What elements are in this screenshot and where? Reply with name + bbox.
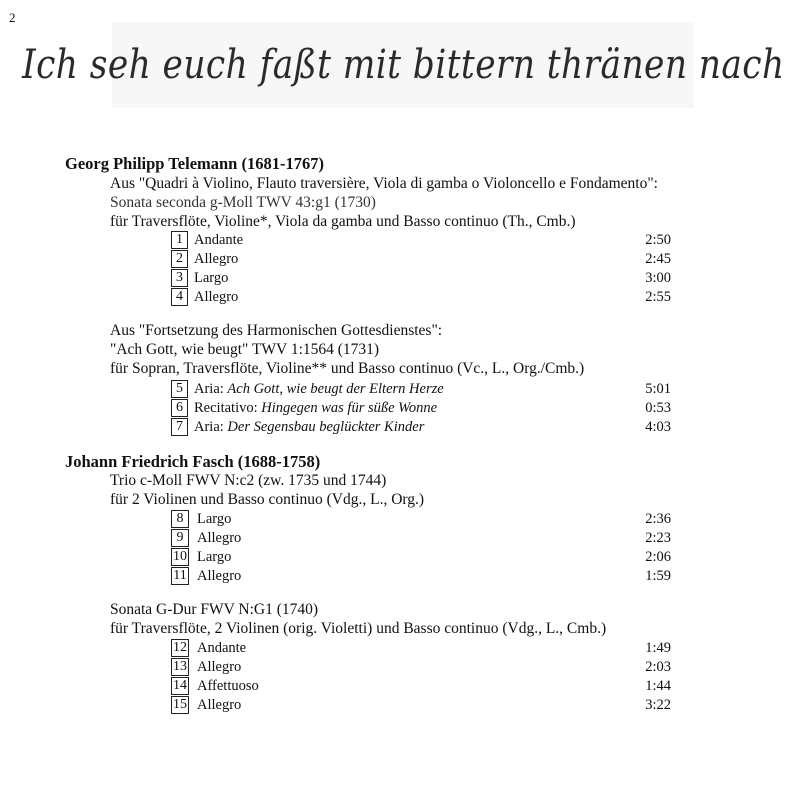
track-row	[171, 231, 671, 250]
track-number: 10	[173, 549, 187, 564]
track-row	[171, 658, 671, 677]
track-title	[194, 380, 444, 398]
track-duration: 1:59	[645, 568, 671, 584]
track-title: Largo	[194, 270, 229, 286]
track-title: Allegro	[197, 659, 242, 675]
work-title-line: "Ach Gott, wie beugt" TWV 1:1564 (1731)	[110, 341, 380, 358]
page-number: 2	[9, 10, 16, 25]
track-number: 4	[171, 288, 188, 306]
page-title: Ich seh euch faßt mit bittern thränen nach	[21, 42, 785, 88]
track-number: 15	[173, 697, 187, 712]
track-row	[171, 269, 671, 288]
work-source-line: Aus "Quadri à Violino, Flauto traversière, Viola di gamba o Violoncello e Fondamento":	[110, 175, 658, 192]
track-number: 11	[171, 567, 189, 585]
track-duration: 2:03	[645, 659, 671, 675]
track-number: 14	[173, 678, 187, 693]
track-row	[171, 639, 671, 658]
track-row	[171, 529, 671, 548]
track-number: 8	[171, 510, 189, 528]
track-text-incipit: Hingegen was für süße Wonne	[261, 400, 438, 416]
track-title: Affettuoso	[197, 678, 259, 694]
track-number: 12	[173, 640, 187, 655]
track-title: Allegro	[197, 530, 242, 546]
title-banner	[21, 22, 785, 108]
track-title: Andante	[194, 232, 244, 248]
track-title: Allegro	[194, 251, 239, 267]
track-number: 9	[171, 529, 189, 547]
track-row	[171, 677, 671, 696]
track-duration: 1:44	[645, 678, 671, 694]
track-duration: 1:49	[645, 640, 671, 656]
track-row	[171, 399, 671, 418]
track-form: Aria:	[194, 419, 228, 435]
work-scoring-line: für Traversflöte, Violine*, Viola da gamba und Basso continuo (Th., Cmb.)	[110, 213, 576, 230]
track-text-incipit: Der Segensbau beglückter Kinder	[227, 419, 425, 435]
track-row	[171, 250, 671, 269]
track-row	[171, 510, 671, 529]
work-scoring-line: für Traversflöte, 2 Violinen (orig. Violetti) und Basso continuo (Vdg., L., Cmb.)	[110, 620, 607, 637]
track-number: 1	[171, 231, 188, 249]
track-title: Largo	[197, 549, 232, 565]
track-form: Aria:	[194, 381, 228, 397]
track-number: 6	[171, 399, 188, 417]
track-duration: 2:45	[645, 251, 671, 267]
track-duration: 5:01	[645, 381, 671, 397]
work-title-line: Trio c-Moll FWV N:c2 (zw. 1735 und 1744)	[110, 472, 387, 489]
track-row	[171, 380, 671, 399]
track-duration: 2:50	[645, 232, 671, 248]
track-title: Allegro	[197, 568, 242, 584]
track-duration: 3:22	[645, 697, 671, 713]
work-source-line: Aus "Fortsetzung des Harmonischen Gottesdienstes":	[110, 322, 443, 339]
track-number: 3	[171, 269, 188, 287]
track-duration: 2:23	[645, 530, 671, 546]
track-duration: 2:55	[645, 289, 671, 305]
track-duration: 3:00	[645, 270, 671, 286]
work-scoring-line: für 2 Violinen und Basso continuo (Vdg., L., Org.)	[110, 491, 425, 508]
work-title-line: Sonata seconda g-Moll TWV 43:g1 (1730)	[110, 194, 376, 211]
work-scoring-line: für Sopran, Traversflöte, Violine** und Basso continuo (Vc., L., Org./Cmb.)	[110, 360, 585, 377]
track-number: 2	[171, 250, 188, 268]
track-title: Andante	[197, 640, 247, 656]
track-row	[171, 418, 671, 437]
track-form: Recitativo:	[194, 400, 262, 416]
work-title-line: Sonata G-Dur FWV N:G1 (1740)	[110, 601, 319, 618]
track-row	[171, 567, 671, 586]
track-row	[171, 288, 671, 307]
track-duration: 2:36	[645, 511, 671, 527]
composer-heading: Johann Friedrich Fasch (1688-1758)	[65, 452, 321, 471]
track-duration: 4:03	[645, 419, 671, 435]
track-duration: 0:53	[645, 400, 671, 416]
track-number: 13	[173, 659, 187, 674]
composer-heading: Georg Philipp Telemann (1681-1767)	[65, 154, 324, 173]
track-duration: 2:06	[645, 549, 671, 565]
track-title: Largo	[197, 511, 232, 527]
track-row	[171, 696, 671, 715]
track-text-incipit: Ach Gott, wie beugt der Eltern Herze	[227, 381, 444, 397]
track-number: 7	[171, 418, 188, 436]
track-title: Allegro	[194, 289, 239, 305]
track-title: Allegro	[197, 697, 242, 713]
track-title	[194, 399, 437, 417]
track-number: 5	[171, 380, 188, 398]
track-title	[194, 418, 424, 436]
track-row	[171, 548, 671, 567]
